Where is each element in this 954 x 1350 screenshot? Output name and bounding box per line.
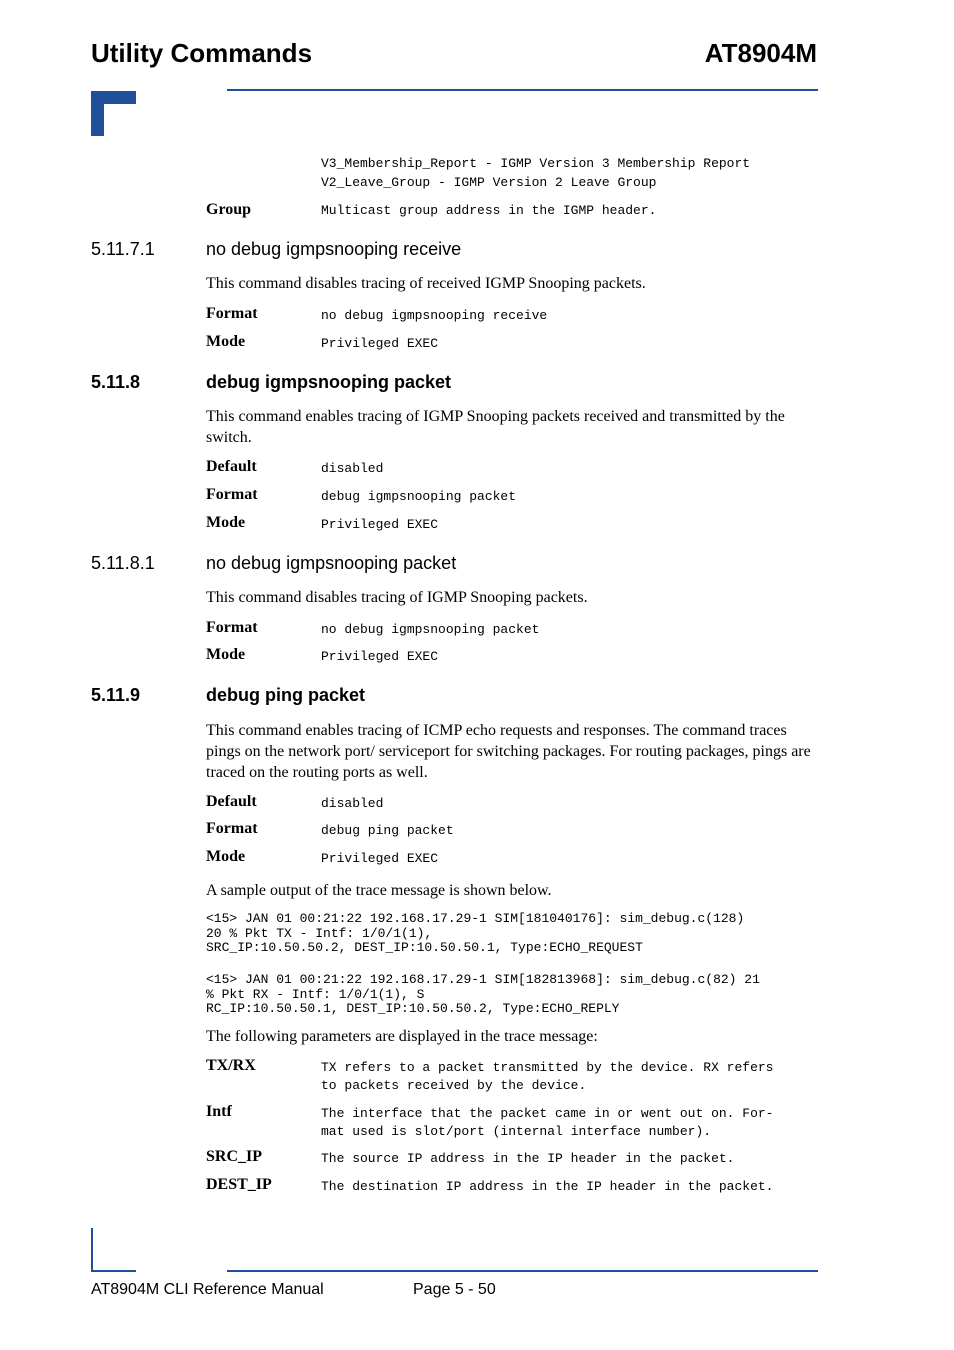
def-mode: Privileged EXEC: [321, 851, 439, 866]
term-intf: Intf: [206, 1103, 232, 1120]
header-title: Utility Commands: [91, 38, 313, 68]
section-description: This command enables tracing of ICMP echo requests and responses. The command traces pings on the network port/ serviceport for switching packages. For routing packages, pings are traced on the routing ports as well.: [206, 722, 811, 781]
term-default: Default: [206, 793, 257, 810]
term-tx-rx: TX/RX: [206, 1057, 256, 1074]
term-mode: Mode: [206, 333, 246, 350]
section-number: 5.11.8: [91, 372, 141, 392]
def-mode: Privileged EXEC: [321, 649, 439, 664]
term-group: Group: [206, 201, 252, 218]
term-format: Format: [206, 619, 258, 636]
section-number: 5.11.8.1: [91, 553, 155, 573]
term-format: Format: [206, 486, 258, 503]
sample-output-2: <15> JAN 01 00:21:22 192.168.17.29-1 SIM[182813968]: sim_debug.c(82) 21 % Pkt RX - Intf: 1/0/1(1), S RC_IP:10.50.50.1, DEST_IP:10.50.50.2, Type:ECHO_REPLY: [206, 972, 760, 1016]
def-format: no debug igmpsnooping receive: [321, 308, 548, 323]
term-mode: Mode: [206, 646, 246, 663]
corner-mark-top-vertical: [91, 91, 104, 136]
term-src-ip: SRC_IP: [206, 1148, 263, 1165]
term-mode: Mode: [206, 848, 246, 865]
def-dest-ip: The destination IP address in the IP header in the packet.: [321, 1179, 774, 1194]
value-v2-leave: V2_Leave_Group - IGMP Version 2 Leave Group: [321, 175, 657, 190]
footer-manual-title: AT8904M CLI Reference Manual: [91, 1281, 324, 1298]
def-intf: The interface that the packet came in or went out on. For- mat used is slot/port (internal interface number).: [321, 1106, 774, 1139]
section-title: debug ping packet: [206, 685, 366, 705]
def-default: disabled: [321, 461, 384, 476]
corner-mark-bottom: [91, 1270, 136, 1272]
def-format: debug igmpsnooping packet: [321, 489, 517, 504]
section-description: This command disables tracing of received IGMP Snooping packets.: [206, 275, 646, 292]
header-product: AT8904M: [704, 38, 817, 68]
def-group: Multicast group address in the IGMP header.: [321, 203, 657, 218]
footer-rule: [227, 1270, 818, 1272]
section-number: 5.11.7.1: [91, 239, 155, 259]
section-description: This command disables tracing of IGMP Snooping packets.: [206, 589, 588, 606]
section-title: no debug igmpsnooping packet: [206, 553, 457, 573]
sample-intro: A sample output of the trace message is shown below.: [206, 882, 552, 899]
def-format: debug ping packet: [321, 823, 454, 838]
corner-mark-bottom-vertical: [91, 1228, 93, 1272]
section-title: no debug igmpsnooping receive: [206, 239, 462, 259]
term-format: Format: [206, 820, 258, 837]
term-mode: Mode: [206, 514, 246, 531]
section-description: This command enables tracing of IGMP Snooping packets received and transmitted by the switch.: [206, 408, 785, 446]
footer-page-number: Page 5 - 50: [413, 1281, 496, 1298]
sample-output-1: <15> JAN 01 00:21:22 192.168.17.29-1 SIM[181040176]: sim_debug.c(128) 20 % Pkt TX - Intf: 1/0/1(1), SRC_IP:10.50.50.2, DEST_IP:10.50.50.1, Type:ECHO_REQUEST: [206, 911, 745, 955]
def-mode: Privileged EXEC: [321, 517, 439, 532]
section-title: debug igmpsnooping packet: [206, 372, 452, 392]
section-number: 5.11.9: [91, 685, 141, 705]
def-mode: Privileged EXEC: [321, 336, 439, 351]
def-format: no debug igmpsnooping packet: [321, 622, 540, 637]
def-tx-rx: TX refers to a packet transmitted by the device. RX refers to packets received by the device.: [321, 1060, 774, 1093]
def-src-ip: The source IP address in the IP header in the packet.: [321, 1151, 735, 1166]
term-default: Default: [206, 458, 257, 475]
term-format: Format: [206, 305, 258, 322]
header-rule: [227, 89, 818, 91]
params-intro: The following parameters are displayed in the trace message:: [206, 1028, 598, 1045]
value-v3-membership: V3_Membership_Report - IGMP Version 3 Membership Report: [321, 156, 751, 171]
def-default: disabled: [321, 796, 384, 811]
term-dest-ip: DEST_IP: [206, 1176, 272, 1193]
